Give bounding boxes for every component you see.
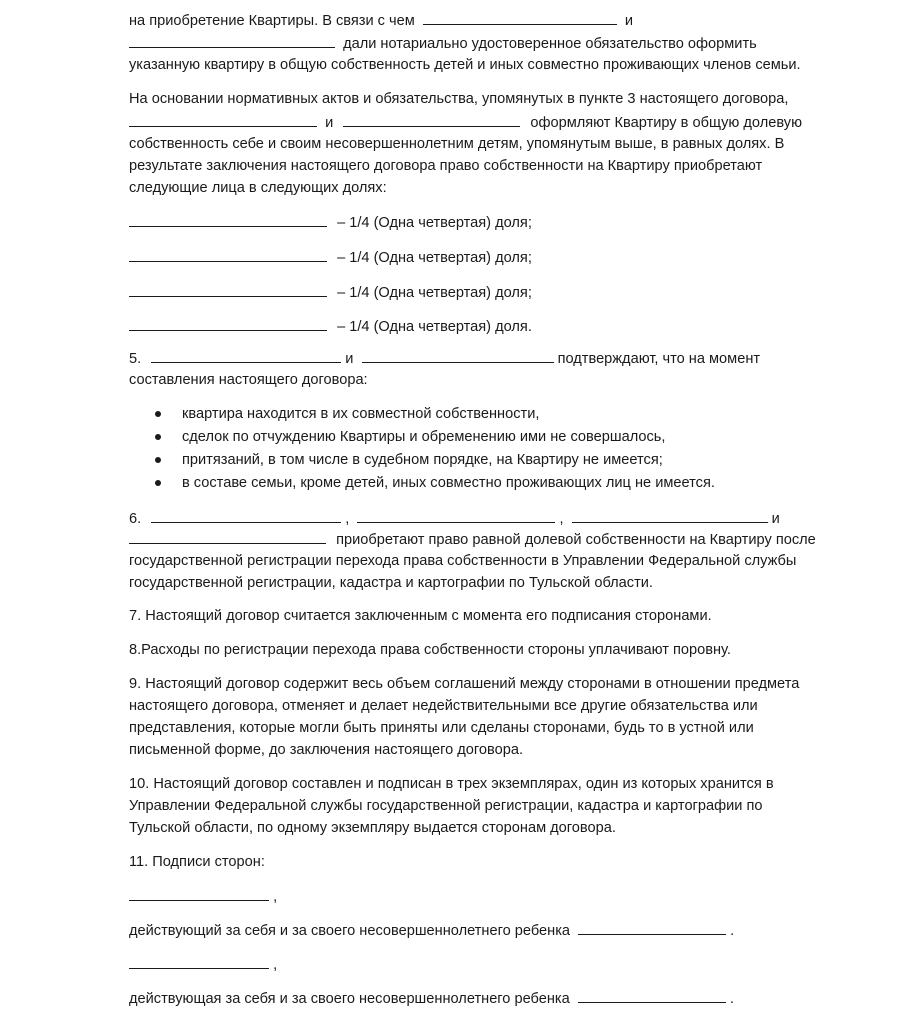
- bullet-icon: [155, 411, 161, 417]
- clause-6-line-4: государственной регистрации, кадастра и картографии по Тульской области.: [129, 575, 653, 591]
- blank-field: [151, 508, 341, 523]
- basis-text: оформляют Квартиру в общую долевую: [530, 115, 803, 131]
- blank-field: [423, 10, 617, 25]
- blank-field: [151, 348, 341, 363]
- clause-8: 8.Расходы по регистрации перехода права собственности стороны уплачивают поровну.: [129, 642, 731, 658]
- blank-field: [357, 508, 555, 523]
- signatures-title: 11. Подписи сторон:: [129, 854, 265, 870]
- clause-10-line-2: Управлении Федеральной службы государственной регистрации, кадастра и картографии по: [129, 798, 763, 814]
- child-name-blank: [578, 988, 726, 1003]
- blank-field: [129, 316, 327, 331]
- list-item: притязаний, в том числе в судебном порядке, на Квартиру не имеется;: [182, 452, 663, 468]
- signature-caption: действующая за себя и за своего несовершеннолетнего ребенка: [129, 991, 570, 1007]
- clause-9-line-3: представления, которые могли быть приняты или сделаны сторонами, будь то в устной или: [129, 720, 754, 736]
- clause-6-line-3: государственной регистрации перехода права собственности в Управлении Федеральной службы: [129, 553, 797, 569]
- period: .: [730, 923, 735, 939]
- signature-caption-mother: [129, 988, 734, 1009]
- clause-9-line-2: настоящего договора, отменяет и делает недействительными все другие обязательства или: [129, 698, 758, 714]
- share-row: [129, 247, 532, 268]
- signature-caption: действующий за себя и за своего несовершеннолетнего ребенка: [129, 923, 571, 939]
- blank-field: [343, 112, 520, 127]
- blank-field: [129, 529, 326, 544]
- period: .: [729, 991, 734, 1007]
- basis-line-3: собственность себе и своим несовершеннолетним детям, упомянутым выше, в равных долях. В: [129, 136, 785, 152]
- intro-line-2: [129, 33, 757, 54]
- list-item: квартира находится в их совместной собственности,: [182, 406, 540, 422]
- comma: ,: [273, 889, 278, 905]
- clause-9-line-4: письменной форме, до заключения настоящего договора.: [129, 742, 524, 758]
- child-name-blank: [578, 920, 726, 935]
- bullet-icon: [155, 480, 161, 486]
- blank-field: [129, 33, 335, 48]
- intro-text: дали нотариально удостоверенное обязательство оформить: [343, 36, 757, 52]
- clause-number: 5.: [129, 351, 142, 367]
- list-item: сделок по отчуждению Квартиры и обременению ими не совершалось,: [182, 429, 666, 445]
- clause-10-line-3: Тульской области, по одному экземпляру выдается сторонам договора.: [129, 820, 616, 836]
- basis-line-1: На основании нормативных актов и обязательства, упомянутых в пункте 3 настоящего договора,: [129, 91, 789, 107]
- clause-text: подтверждают, что на момент: [557, 351, 761, 367]
- blank-field: [362, 348, 554, 363]
- clause-9-line-1: 9. Настоящий договор содержит весь объем соглашений между сторонами в отношении предмета: [129, 676, 800, 692]
- clause-5-line-1: [129, 348, 760, 369]
- clause-6-line-2: [129, 529, 816, 550]
- clause-10-line-1: 10. Настоящий договор составлен и подписан в трех экземплярах, один из которых хранится в: [129, 776, 774, 792]
- share-text: – 1/4 (Одна четвертая) доля;: [337, 250, 532, 266]
- comma: ,: [559, 511, 564, 527]
- conjunction: и: [345, 351, 354, 367]
- signature-line-mother: [129, 954, 277, 975]
- conjunction: и: [771, 511, 780, 527]
- clause-text: приобретают право равной долевой собственности на Квартиру после: [336, 532, 816, 548]
- clause-6-line-1: [129, 508, 780, 529]
- share-row: [129, 212, 532, 233]
- bullet-icon: [155, 457, 161, 463]
- conjunction: и: [325, 115, 334, 131]
- blank-field: [572, 508, 768, 523]
- intro-line-1: [129, 10, 633, 31]
- bullet-icon: [155, 434, 161, 440]
- list-item: в составе семьи, кроме детей, иных совместно проживающих лиц не имеется.: [182, 475, 715, 491]
- clause-5-line-2: составления настоящего договора:: [129, 372, 368, 388]
- share-text: – 1/4 (Одна четвертая) доля;: [337, 215, 532, 231]
- signature-blank: [129, 954, 269, 969]
- intro-line-3: указанную квартиру в общую собственность детей и иных совместно проживающих членов семьи.: [129, 57, 801, 73]
- basis-line-2: [129, 112, 802, 133]
- blank-field: [129, 112, 317, 127]
- clause-number: 6.: [129, 511, 142, 527]
- comma: ,: [273, 957, 278, 973]
- conjunction: и: [624, 13, 634, 29]
- basis-line-4: результате заключения настоящего договора право собственности на Квартиру приобретают: [129, 158, 763, 174]
- signature-blank: [129, 886, 269, 901]
- blank-field: [129, 247, 327, 262]
- clause-7: 7. Настоящий договор считается заключенным с момента его подписания сторонами.: [129, 608, 712, 624]
- basis-line-5: следующие лица в следующих долях:: [129, 180, 387, 196]
- signature-line-father: [129, 886, 277, 907]
- blank-field: [129, 212, 327, 227]
- signature-caption-father: [129, 920, 734, 941]
- comma: ,: [345, 511, 350, 527]
- share-text: – 1/4 (Одна четвертая) доля.: [337, 319, 532, 335]
- share-row: [129, 316, 532, 337]
- intro-text: на приобретение Квартиры. В связи с чем: [129, 13, 415, 29]
- share-text: – 1/4 (Одна четвертая) доля;: [337, 285, 532, 301]
- share-row: [129, 282, 532, 303]
- blank-field: [129, 282, 327, 297]
